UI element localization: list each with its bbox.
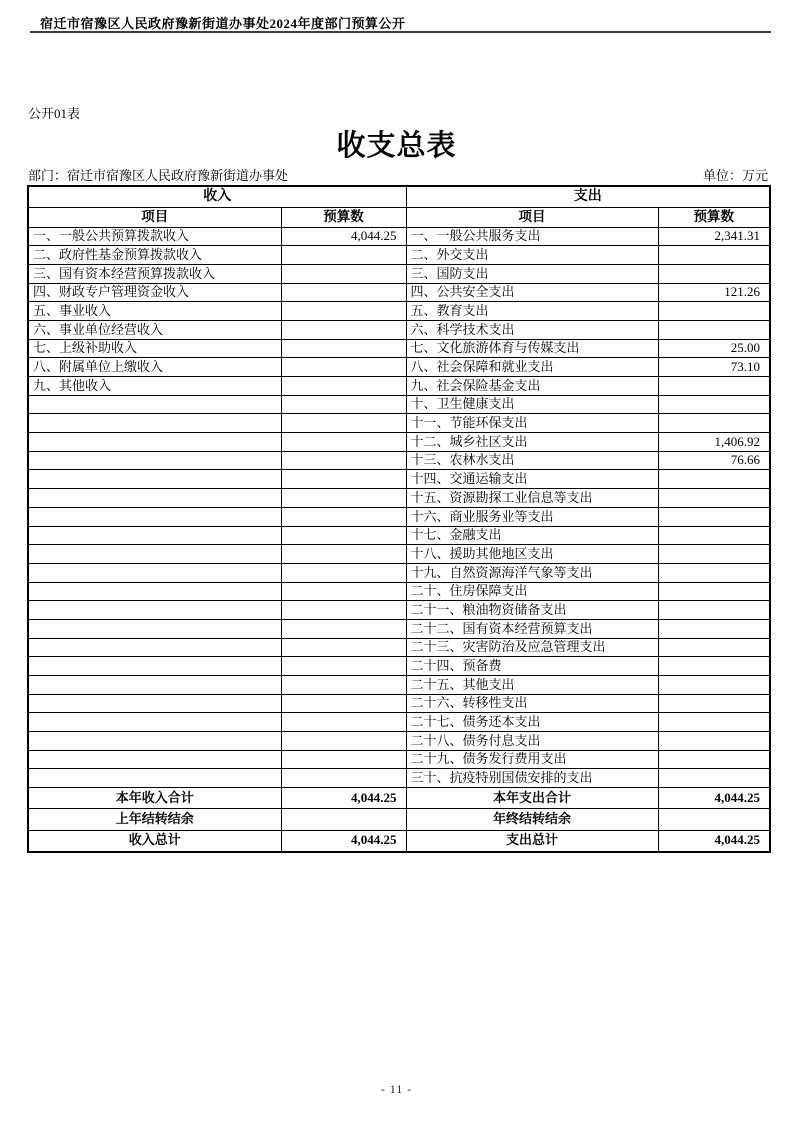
income-item-cell — [28, 601, 281, 620]
table-row — [28, 246, 770, 265]
table-row — [28, 657, 770, 676]
income-budget-column-header: 预算数 — [281, 207, 406, 227]
expense-value-cell — [658, 601, 770, 620]
income-value-cell — [281, 601, 406, 620]
income-value-cell: 4,044.25 — [281, 830, 406, 851]
income-value-cell — [281, 676, 406, 695]
income-value-cell — [281, 526, 406, 545]
expense-value-cell — [658, 769, 770, 788]
expense-item-cell: 五、教育支出 — [406, 302, 658, 321]
expense-value-cell — [658, 414, 770, 433]
income-item-cell — [28, 563, 281, 582]
income-item-cell: 本年收入合计 — [28, 788, 281, 809]
income-item-cell — [28, 545, 281, 564]
expense-item-cell: 本年支出合计 — [406, 788, 658, 809]
table-row — [28, 732, 770, 751]
table-row — [28, 433, 770, 452]
expense-item-cell: 二十七、债务还本支出 — [406, 713, 658, 732]
income-value-cell — [281, 619, 406, 638]
income-value-cell — [281, 750, 406, 769]
expense-item-cell: 十二、城乡社区支出 — [406, 433, 658, 452]
expense-value-cell — [658, 302, 770, 321]
column-header-row — [28, 207, 770, 227]
expense-item-cell: 一、一般公共服务支出 — [406, 227, 658, 246]
income-item-cell: 上年结转结余 — [28, 809, 281, 830]
table-row — [28, 601, 770, 620]
table-row — [28, 414, 770, 433]
table-body — [28, 227, 770, 852]
income-value-cell — [281, 563, 406, 582]
income-value-cell — [281, 489, 406, 508]
expense-value-cell — [658, 507, 770, 526]
table-row — [28, 395, 770, 414]
table-row — [28, 264, 770, 283]
expense-value-cell — [658, 489, 770, 508]
income-value-cell — [281, 377, 406, 396]
income-item-cell — [28, 526, 281, 545]
income-item-cell: 收入总计 — [28, 830, 281, 851]
document-header: 宿迁市宿豫区人民政府豫新街道办事处2024年度部门预算公开 — [40, 16, 406, 31]
expense-item-cell: 六、科学技术支出 — [406, 320, 658, 339]
expense-item-cell: 十、卫生健康支出 — [406, 395, 658, 414]
expense-item-cell: 二十六、转移性支出 — [406, 694, 658, 713]
expense-value-cell: 4,044.25 — [658, 788, 770, 809]
table-meta-row — [28, 165, 768, 184]
table-row — [28, 582, 770, 601]
income-value-cell — [281, 414, 406, 433]
table-row — [28, 545, 770, 564]
income-item-cell — [28, 395, 281, 414]
income-value-cell — [281, 809, 406, 830]
expense-item-cell: 十九、自然资源海洋气象等支出 — [406, 563, 658, 582]
income-item-cell — [28, 769, 281, 788]
expense-item-cell: 二十八、债务付息支出 — [406, 732, 658, 751]
expense-item-cell: 二十二、国有资本经营预算支出 — [406, 619, 658, 638]
income-item-cell: 三、国有资本经营预算拨款收入 — [28, 264, 281, 283]
expense-value-cell: 121.26 — [658, 283, 770, 302]
total-row — [28, 788, 770, 809]
income-value-cell: 4,044.25 — [281, 227, 406, 246]
expense-item-cell: 十三、农林水支出 — [406, 451, 658, 470]
table-row — [28, 358, 770, 377]
income-item-column-header: 项目 — [28, 207, 281, 227]
total-row — [28, 809, 770, 830]
income-value-cell — [281, 545, 406, 564]
income-item-cell: 九、其他收入 — [28, 377, 281, 396]
expense-value-cell — [658, 582, 770, 601]
income-value-cell: 4,044.25 — [281, 788, 406, 809]
income-item-cell — [28, 470, 281, 489]
expense-value-cell: 73.10 — [658, 358, 770, 377]
table-row — [28, 489, 770, 508]
expense-item-cell: 二、外交支出 — [406, 246, 658, 265]
expense-value-cell — [658, 264, 770, 283]
income-value-cell — [281, 732, 406, 751]
income-value-cell — [281, 713, 406, 732]
expense-item-cell: 三十、抗疫特别国债安排的支出 — [406, 769, 658, 788]
income-value-cell — [281, 358, 406, 377]
table-row — [28, 769, 770, 788]
expense-value-cell — [658, 320, 770, 339]
expense-item-cell: 十七、金融支出 — [406, 526, 658, 545]
expense-item-cell: 年终结转结余 — [406, 809, 658, 830]
expense-value-cell: 1,406.92 — [658, 433, 770, 452]
table-row — [28, 750, 770, 769]
expense-value-cell — [658, 694, 770, 713]
income-item-cell — [28, 750, 281, 769]
budget-summary-table — [27, 185, 771, 853]
income-item-cell — [28, 582, 281, 601]
expense-value-cell — [658, 395, 770, 414]
income-value-cell — [281, 694, 406, 713]
income-item-cell: 八、附属单位上缴收入 — [28, 358, 281, 377]
expense-item-cell: 十六、商业服务业等支出 — [406, 507, 658, 526]
table-row — [28, 713, 770, 732]
expense-value-cell — [658, 657, 770, 676]
income-value-cell — [281, 433, 406, 452]
income-value-cell — [281, 302, 406, 321]
unit-label: 单位：万元 — [702, 168, 768, 183]
department-label: 部门：宿迁市宿豫区人民政府豫新街道办事处 — [28, 168, 289, 183]
expense-value-cell: 76.66 — [658, 451, 770, 470]
income-item-cell: 一、一般公共预算拨款收入 — [28, 227, 281, 246]
expense-item-cell: 四、公共安全支出 — [406, 283, 658, 302]
expense-value-cell — [658, 526, 770, 545]
expense-item-cell: 八、社会保障和就业支出 — [406, 358, 658, 377]
income-value-cell — [281, 283, 406, 302]
income-item-cell: 五、事业收入 — [28, 302, 281, 321]
expense-item-cell: 支出总计 — [406, 830, 658, 851]
table-row — [28, 694, 770, 713]
income-value-cell — [281, 246, 406, 265]
income-item-cell: 七、上级补助收入 — [28, 339, 281, 358]
table-row — [28, 563, 770, 582]
expense-value-cell — [658, 732, 770, 751]
table-row — [28, 526, 770, 545]
income-item-cell — [28, 451, 281, 470]
income-item-cell — [28, 433, 281, 452]
page-number: - 11 - — [380, 1082, 413, 1096]
expense-item-cell: 十八、援助其他地区支出 — [406, 545, 658, 564]
expense-item-cell: 十五、资源勘探工业信息等支出 — [406, 489, 658, 508]
income-value-cell — [281, 395, 406, 414]
income-value-cell — [281, 470, 406, 489]
table-row — [28, 507, 770, 526]
table-row — [28, 339, 770, 358]
expense-value-cell — [658, 676, 770, 695]
expense-item-cell: 七、文化旅游体育与传媒支出 — [406, 339, 658, 358]
table-row — [28, 676, 770, 695]
expense-item-cell: 二十、住房保障支出 — [406, 582, 658, 601]
income-item-cell: 二、政府性基金预算拨款收入 — [28, 246, 281, 265]
expense-value-cell: 2,341.31 — [658, 227, 770, 246]
income-item-cell — [28, 676, 281, 695]
expense-item-cell: 二十五、其他支出 — [406, 676, 658, 695]
expense-item-cell: 十一、节能环保支出 — [406, 414, 658, 433]
income-item-cell: 六、事业单位经营收入 — [28, 320, 281, 339]
income-item-cell — [28, 619, 281, 638]
income-value-cell — [281, 507, 406, 526]
expense-budget-column-header: 预算数 — [658, 207, 770, 227]
section-header-row — [28, 186, 770, 207]
total-row — [28, 830, 770, 851]
table-row — [28, 638, 770, 657]
expense-value-cell — [658, 809, 770, 830]
expense-value-cell — [658, 246, 770, 265]
expense-value-cell — [658, 470, 770, 489]
expense-value-cell — [658, 750, 770, 769]
expense-item-cell: 十四、交通运输支出 — [406, 470, 658, 489]
income-value-cell — [281, 657, 406, 676]
expense-item-cell: 二十四、预备费 — [406, 657, 658, 676]
expense-item-cell: 二十九、债务发行费用支出 — [406, 750, 658, 769]
income-item-cell — [28, 489, 281, 508]
table-row — [28, 283, 770, 302]
income-item-cell — [28, 694, 281, 713]
income-value-cell — [281, 320, 406, 339]
table-row — [28, 377, 770, 396]
income-section-header: 收入 — [28, 186, 406, 207]
expense-item-column-header: 项目 — [406, 207, 658, 227]
table-row — [28, 451, 770, 470]
expense-value-cell — [658, 638, 770, 657]
expense-value-cell — [658, 619, 770, 638]
income-item-cell — [28, 507, 281, 526]
income-value-cell — [281, 638, 406, 657]
income-item-cell — [28, 732, 281, 751]
expense-item-cell: 二十三、灾害防治及应急管理支出 — [406, 638, 658, 657]
page-title: 收支总表 — [336, 130, 457, 162]
expense-item-cell: 九、社会保险基金支出 — [406, 377, 658, 396]
income-item-cell — [28, 414, 281, 433]
income-value-cell — [281, 451, 406, 470]
table-row — [28, 619, 770, 638]
income-value-cell — [281, 339, 406, 358]
income-item-cell — [28, 657, 281, 676]
expense-value-cell — [658, 545, 770, 564]
table-label: 公开01表 — [28, 106, 81, 121]
income-value-cell — [281, 769, 406, 788]
income-item-cell — [28, 638, 281, 657]
expense-value-cell: 4,044.25 — [658, 830, 770, 851]
expense-item-cell: 二十一、粮油物资储备支出 — [406, 601, 658, 620]
table-row — [28, 302, 770, 321]
expense-value-cell: 25.00 — [658, 339, 770, 358]
expense-value-cell — [658, 713, 770, 732]
table-row — [28, 320, 770, 339]
expense-value-cell — [658, 563, 770, 582]
income-value-cell — [281, 264, 406, 283]
expense-item-cell: 三、国防支出 — [406, 264, 658, 283]
table-row — [28, 227, 770, 246]
income-item-cell — [28, 713, 281, 732]
income-value-cell — [281, 582, 406, 601]
income-item-cell: 四、财政专户管理资金收入 — [28, 283, 281, 302]
table-row — [28, 470, 770, 489]
expense-section-header: 支出 — [406, 186, 770, 207]
expense-value-cell — [658, 377, 770, 396]
header-divider — [30, 31, 771, 33]
